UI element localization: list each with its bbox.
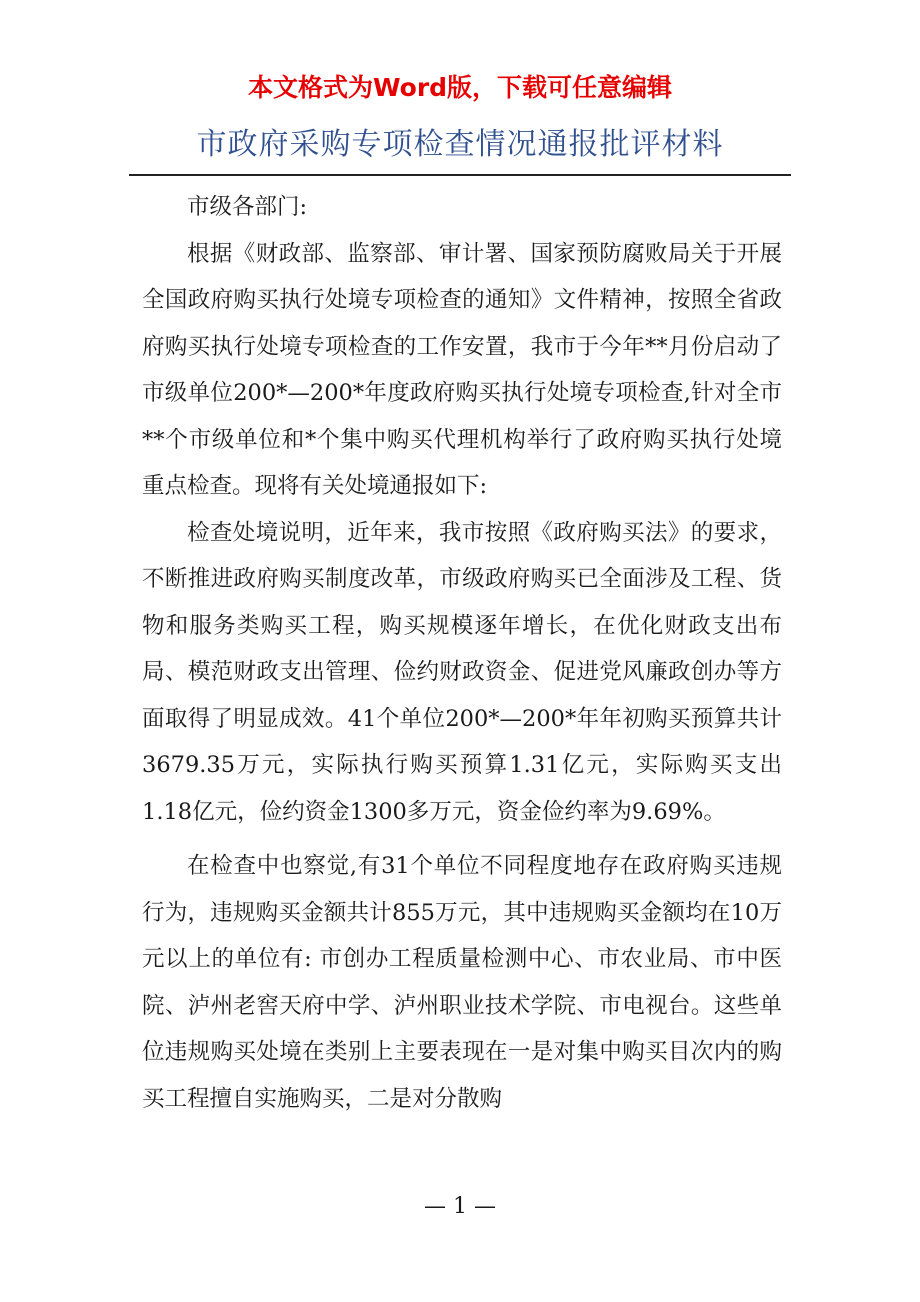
intro-paragraph: 根据《财政部、监察部、审计署、国家预防腐败局关于开展全国政府购买执行处境专项检查的通知》文件精神，按照全省政府购买执行处境专项检查的工作安置，我市于今年**月份启动了市级单位200*—200*年度政府购买执行处境专项检查,针对全市**个市级单位和*个集中购买代理机构举行了政府购买执行处境重点检查。现将有关处境通报如下: — [142, 240, 782, 499]
download-banner: 本文格式为Word版，下载可任意编辑 — [247, 73, 673, 102]
page-number: — 1 — — [424, 1194, 496, 1219]
salutation-paragraph: 市级各部门: — [187, 194, 308, 220]
title-divider — [129, 174, 791, 176]
findings-paragraph: 检查处境说明，近年来，我市按照《政府购买法》的要求，不断推进政府购买制度改革，市级政府购买已全面涉及工程、货物和服务类购买工程，购买规模逐年增长，在优化财政支出布局、模范财政支出管理、俭约财政资金、促进党风廉政创办等方面取得了明显成效。41个单位200*—200*年年初购买预算共计3679.35万元，实际执行购买预算1.31亿元，实际购买支出1.18亿元，俭约资金1300多万元，资金俭约率为9.69%。 — [142, 519, 782, 825]
document-body — [142, 184, 782, 1122]
violations-paragraph: 在检查中也察觉,有31个单位不同程度地存在政府购买违规行为，违规购买金额共计855万元，其中违规购买金额均在10万元以上的单位有: 市创办工程质量检测中心、市农业局、市中医院、泸州老窖天府中学、泸州职业技术学院、市电视台。这些单位违规购买处境在类别上主要表现在一是对集中购买目次内的购买工程擅自实施购买，二是对分散购 — [142, 853, 782, 1112]
document-title: 市政府采购专项检查情况通报批评材料 — [196, 127, 724, 162]
